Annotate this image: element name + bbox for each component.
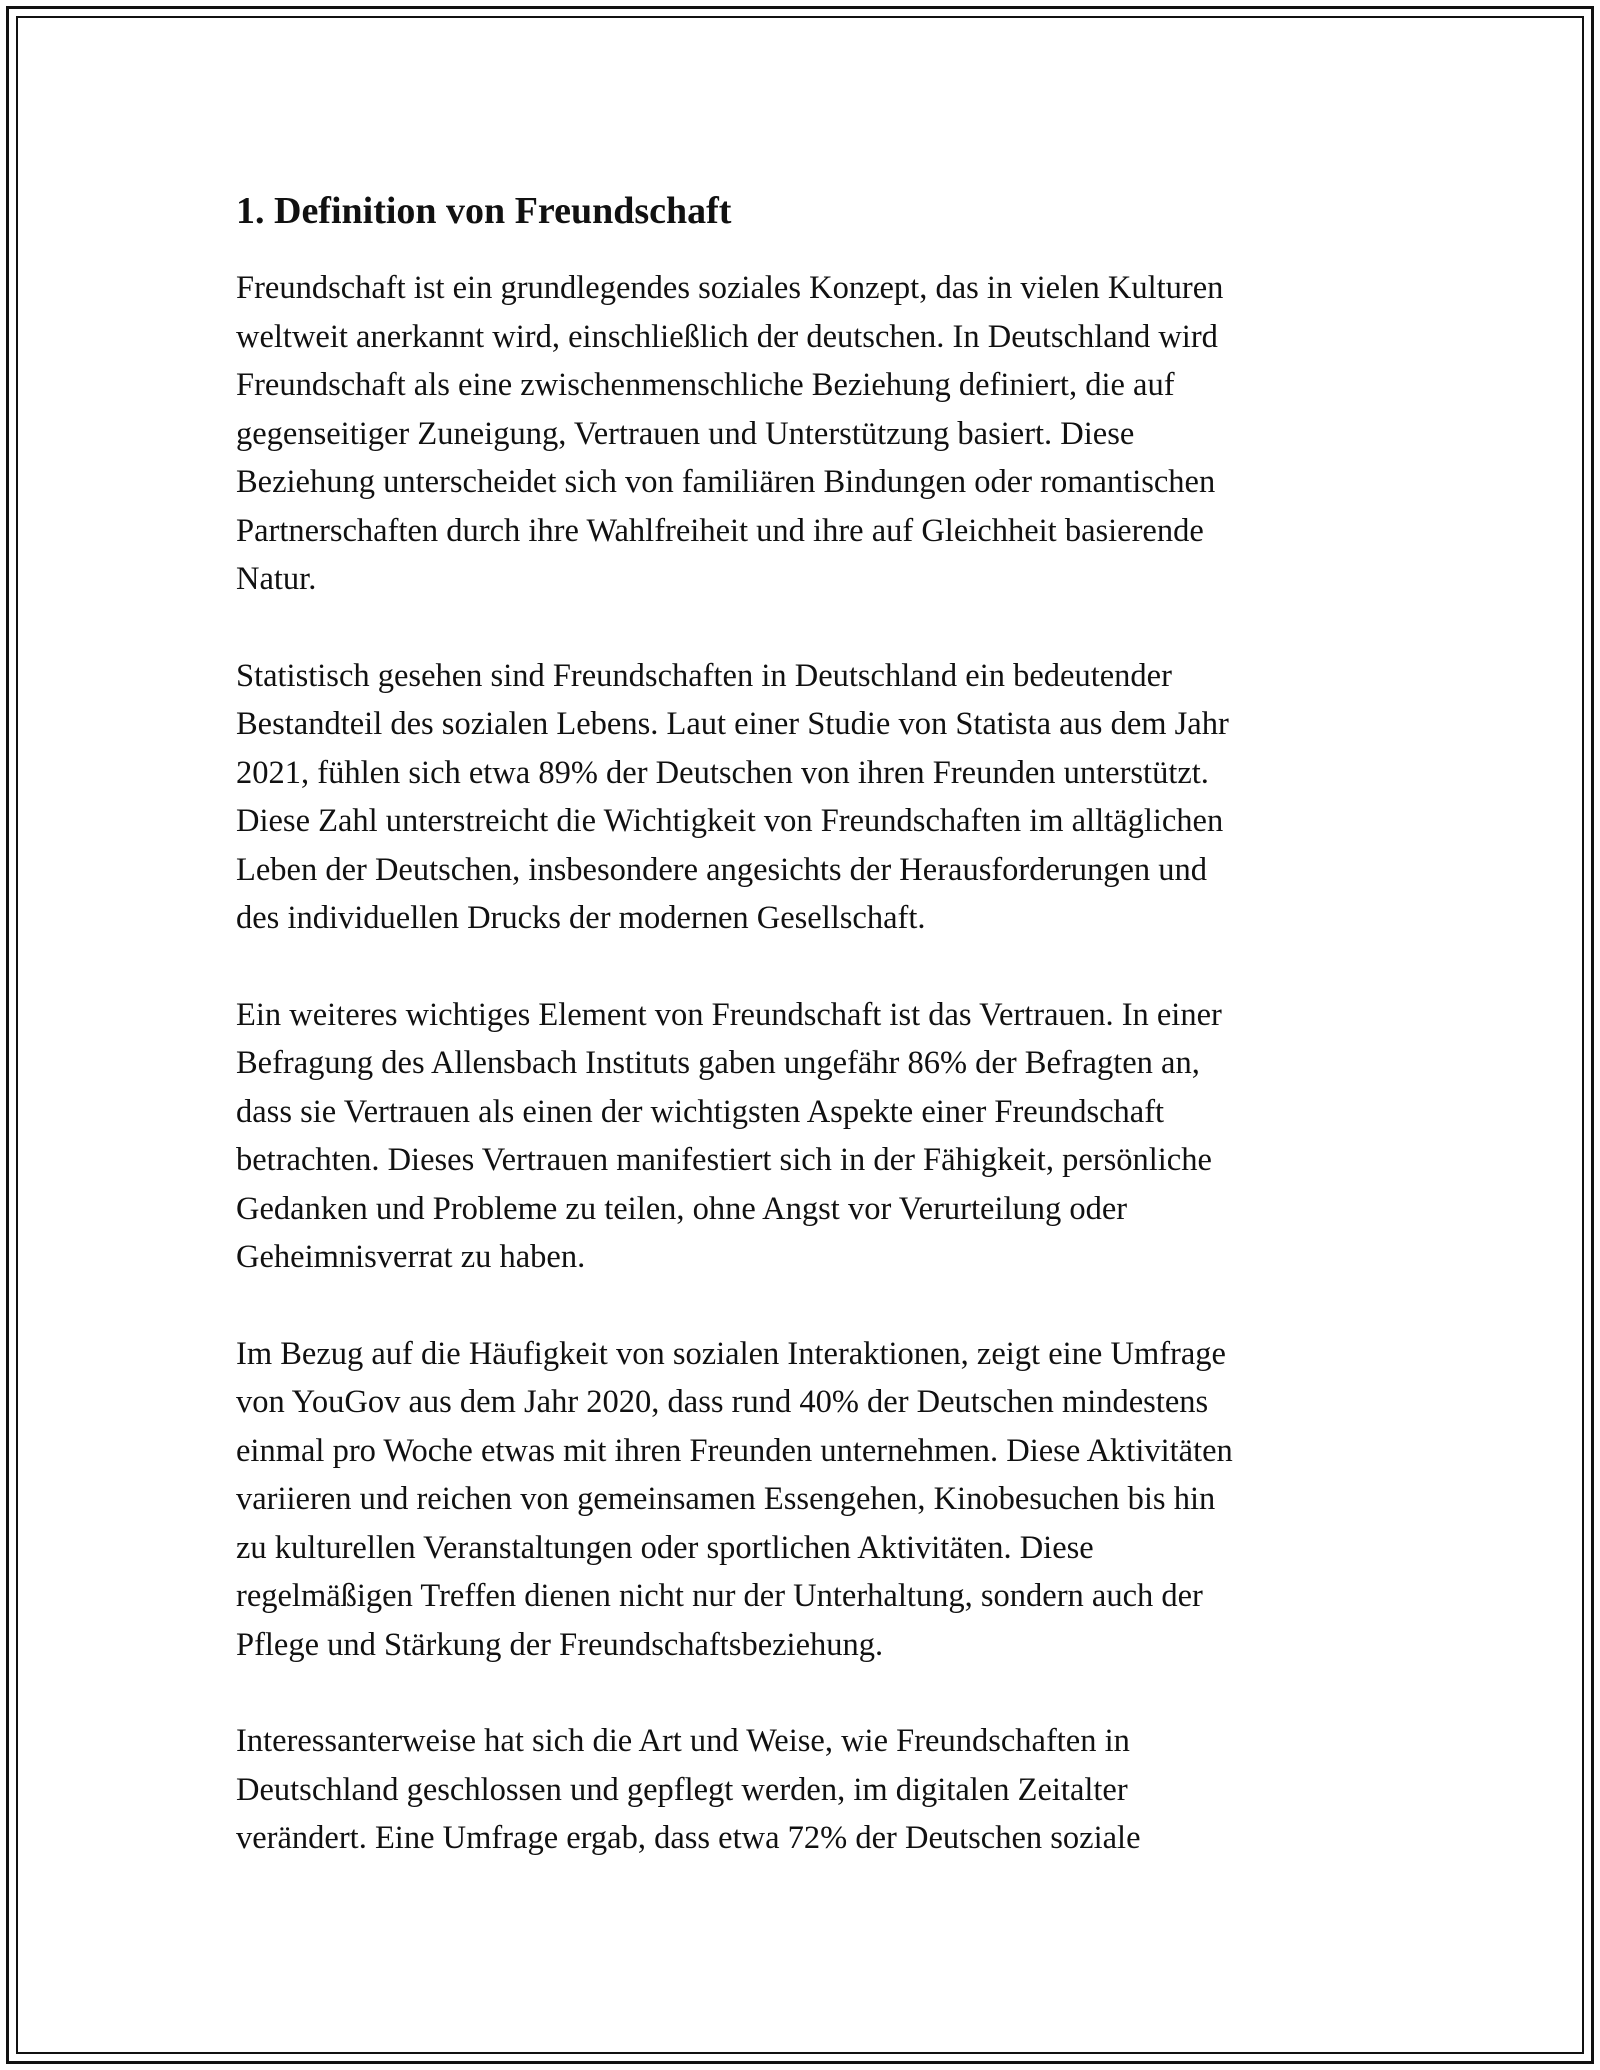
text-line: Freundschaft als eine zwischenmenschliche Beziehung definiert, die auf	[236, 367, 1175, 403]
text-line: des individuellen Drucks der modernen Gesellschaft.	[236, 900, 926, 936]
text-line: Freundschaft ist ein grundlegendes soziales Konzept, das in vielen Kulturen	[236, 270, 1224, 306]
text-line: Diese Zahl unterstreicht die Wichtigkeit von Freundschaften im alltäglichen	[236, 803, 1224, 839]
text-line: Natur.	[236, 561, 317, 597]
text-line: Beziehung unterscheidet sich von familiären Bindungen oder romantischen	[236, 464, 1216, 500]
text-line: gegenseitiger Zuneigung, Vertrauen und Unterstützung basiert. Diese	[236, 415, 1135, 452]
text-line: Deutschland geschlossen und gepflegt werden, im digitalen Zeitalter	[236, 1771, 1128, 1808]
text-line: 2021, fühlen sich etwa 89% der Deutschen von ihren Freunden unterstützt.	[236, 754, 1209, 791]
text-line: von YouGov aus dem Jahr 2020, dass rund 40% der Deutschen mindestens	[236, 1384, 1209, 1420]
text-line: Pflege und Stärkung der Freundschaftsbeziehung.	[236, 1626, 884, 1663]
text-line: Statistisch gesehen sind Freundschaften in Deutschland ein bedeutender	[236, 657, 1172, 694]
text-line: Interessanterweise hat sich die Art und Weise, wie Freundschaften in	[236, 1723, 1130, 1759]
text-line: weltweit anerkannt wird, einschließlich der deutschen. In Deutschland wird	[236, 318, 1218, 355]
text-line: Ein weiteres wichtiges Element von Freundschaft ist das Vertrauen. In einer	[236, 996, 1222, 1033]
text-line: variieren und reichen von gemeinsamen Essengehen, Kinobesuchen bis hin	[236, 1481, 1216, 1517]
text-line: Gedanken und Probleme zu teilen, ohne Angst vor Verurteilung oder	[236, 1190, 1128, 1227]
text-line: betrachten. Dieses Vertrauen manifestiert sich in der Fähigkeit, persönliche	[236, 1142, 1212, 1178]
document-body	[236, 186, 1386, 1911]
text-line: einmal pro Woche etwas mit ihren Freunden unternehmen. Diese Aktivitäten	[236, 1432, 1233, 1469]
text-line: Im Bezug auf die Häufigkeit von sozialen Interaktionen, zeigt eine Umfrage	[236, 1335, 1226, 1372]
text-line: Geheimnisverrat zu haben.	[236, 1239, 586, 1275]
text-line: Partnerschaften durch ihre Wahlfreiheit und ihre auf Gleichheit basierende	[236, 512, 1204, 549]
text-line: zu kulturellen Veranstaltungen oder sportlichen Aktivitäten. Diese	[236, 1529, 1094, 1566]
paragraph-trust	[236, 991, 1386, 1282]
text-line: Leben der Deutschen, insbesondere angesichts der Herausforderungen und	[236, 851, 1208, 888]
text-line: regelmäßigen Treffen dienen nicht nur der Unterhaltung, sondern auch der	[236, 1578, 1203, 1614]
text-line: verändert. Eine Umfrage ergab, dass etwa 72% der Deutschen soziale	[236, 1820, 1141, 1856]
text-line: Bestandteil des sozialen Lebens. Laut einer Studie von Statista aus dem Jahr	[236, 706, 1229, 742]
section-heading: 1. Definition von Freundschaft	[236, 190, 732, 232]
paragraph-definition	[236, 264, 1386, 604]
text-line: dass sie Vertrauen als einen der wichtigsten Aspekte einer Freundschaft	[236, 1093, 1165, 1130]
paragraph-digital	[236, 1717, 1386, 1863]
paragraph-statistics	[236, 652, 1386, 943]
text-line: Befragung des Allensbach Instituts gaben ungefähr 86% der Befragten an,	[236, 1045, 1200, 1081]
paragraph-interactions	[236, 1330, 1386, 1670]
